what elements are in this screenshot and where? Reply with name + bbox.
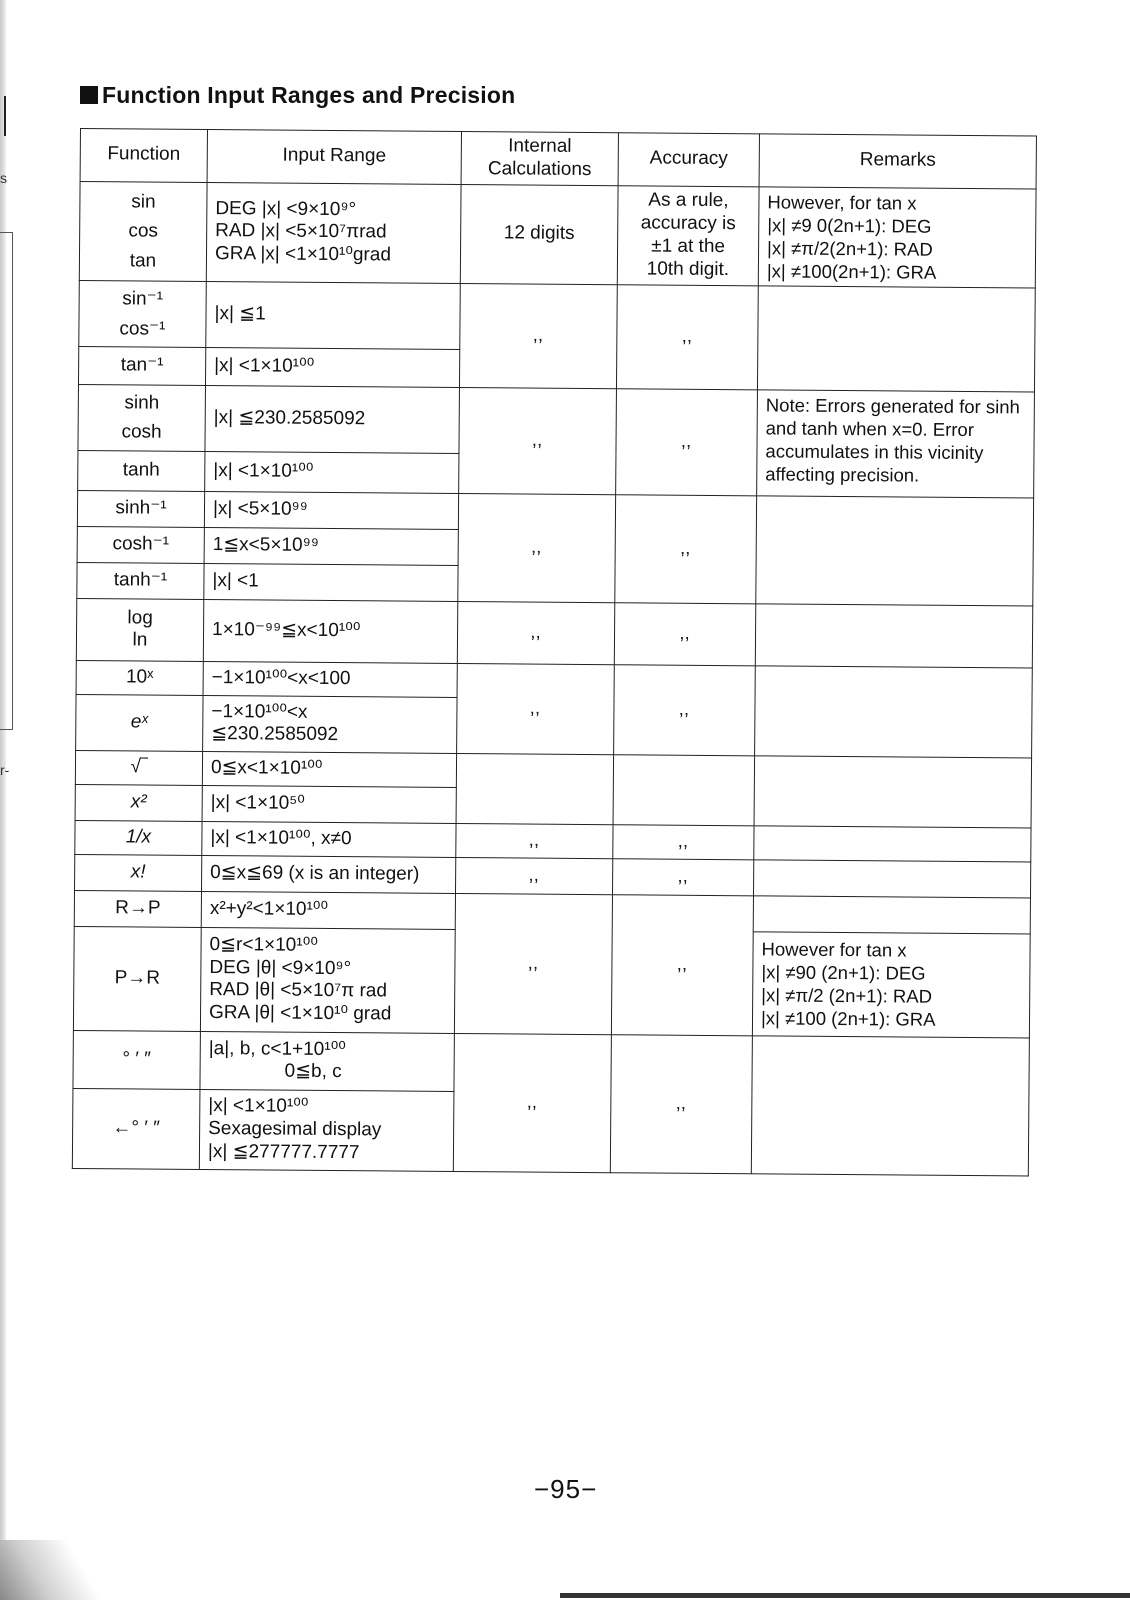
cell-range: 0≦r<1×10¹⁰⁰ DEG |θ| <9×10⁹° RAD |θ| <5×10⁷π rad GRA |θ| <1×10¹⁰ grad [200, 927, 455, 1033]
cell-function: 10ˣ [76, 660, 203, 695]
cell-accuracy: ‚‚ [616, 285, 758, 390]
cell-internal: 12 digits [460, 184, 618, 285]
cell-function: sin cos tan [79, 181, 207, 281]
function-ranges-table [72, 128, 1037, 1176]
cell-accuracy [613, 755, 755, 826]
cell-remarks [753, 896, 1030, 934]
cell-function: tan⁻¹ [78, 346, 205, 385]
cell-remarks [751, 1036, 1029, 1176]
cell-function: x² [75, 784, 202, 821]
cell-function: x! [75, 854, 202, 891]
cell-range: |x| <1×10¹⁰⁰ Sexagesimal display |x| ≦277777.7777 [199, 1089, 454, 1171]
cell-accuracy: ‚‚ [613, 825, 754, 860]
cell-range: |a|, b, c<1+10¹⁰⁰ 0≦b, c [200, 1031, 454, 1091]
cell-internal: ‚‚ [458, 493, 616, 602]
cell-function: sin⁻¹ cos⁻¹ [79, 281, 207, 348]
cell-remarks [756, 496, 1034, 606]
cell-remarks [757, 286, 1035, 392]
cell-internal: ‚‚ [453, 1033, 611, 1172]
cell-internal: ‚‚ [459, 284, 617, 389]
cell-accuracy: ‚‚ [612, 859, 753, 896]
cell-remarks [754, 756, 1032, 828]
cell-internal: ‚‚ [456, 857, 613, 894]
page-title: Function Input Ranges and Precision [80, 82, 515, 109]
cell-function: tanh⁻¹ [77, 562, 204, 599]
cell-function: ° ′ ″ [73, 1030, 200, 1089]
cell-range: −1×10¹⁰⁰<x<100 [203, 661, 457, 697]
cell-remarks [755, 666, 1033, 758]
cell-internal: ‚‚ [457, 663, 615, 754]
cell-function: 1/x [75, 820, 202, 855]
cell-internal: ‚‚ [459, 387, 617, 494]
cell-range: 1×10⁻⁹⁹≦x<10¹⁰⁰ [203, 599, 457, 663]
table-row [79, 181, 1036, 288]
cell-function: sinh⁻¹ [77, 490, 204, 527]
cell-accuracy: ‚‚ [614, 665, 756, 756]
cell-range: 1≦x<5×10⁹⁹ [204, 527, 458, 565]
cell-accuracy: ‚‚ [610, 1035, 752, 1174]
page-bottom-edge [560, 1593, 1130, 1598]
cell-range: |x| <5×10⁹⁹ [204, 491, 458, 529]
cell-range: |x| <1×10⁵⁰ [202, 785, 456, 823]
cell-accuracy: ‚‚ [615, 495, 757, 604]
header-function: Function [80, 129, 207, 183]
edge-fragment-s: s [0, 170, 7, 186]
cell-range: |x| <1×10¹⁰⁰ [205, 451, 459, 493]
cell-remarks: However, for tan x |x| ≠9 0(2n+1): DEG |x| ≠π/2(2n+1): RAD |x| ≠100(2n+1): GRA [758, 186, 1036, 288]
header-input-range: Input Range [207, 130, 461, 185]
cell-internal: ‚‚ [456, 823, 613, 858]
header-row [80, 129, 1036, 189]
table-row [79, 281, 1035, 354]
cell-range: DEG |x| <9×10⁹° RAD |x| <5×10⁷πrad GRA |x| <1×10¹⁰grad [206, 182, 461, 283]
header-internal: Internal Calculations [461, 131, 618, 185]
table-row [78, 384, 1034, 457]
header-remarks: Remarks [759, 134, 1036, 189]
cell-remarks [753, 860, 1030, 898]
cell-function: cosh⁻¹ [77, 526, 204, 563]
cell-remarks: Note: Errors generated for sinh and tanh when x=0. Error accumulates in this vicinity affecting precision. [757, 390, 1035, 498]
cell-function: log ln [76, 598, 203, 661]
cell-range: |x| <1×10¹⁰⁰ [205, 347, 459, 387]
square-bullet-icon [80, 86, 98, 104]
cell-remarks: However for tan x |x| ≠90 (2n+1): DEG |x| ≠π/2 (2n+1): RAD |x| ≠100 (2n+1): GRA [752, 932, 1030, 1038]
cell-remarks [755, 604, 1032, 668]
cell-internal: ‚‚ [457, 601, 614, 664]
cell-function: P→R [73, 926, 201, 1031]
cell-function: ←° ′ ″ [72, 1088, 200, 1169]
cell-range: |x| ≦230.2585092 [205, 385, 460, 453]
table-row [73, 1030, 1029, 1096]
cell-range: −1×10¹⁰⁰<x ≦230.2585092 [203, 695, 457, 753]
cell-remarks [754, 826, 1031, 862]
cell-range: x²+y²<1×10¹⁰⁰ [201, 891, 455, 929]
cell-accuracy: ‚‚ [616, 389, 758, 496]
cell-range: 0≦x<1×10¹⁰⁰ [202, 751, 456, 787]
cell-range: |x| ≦1 [206, 282, 461, 350]
cell-function: √‾ [75, 750, 202, 785]
edge-mark [4, 96, 6, 136]
cell-range: 0≦x≦69 (x is an integer) [202, 855, 456, 893]
table-row [76, 598, 1032, 668]
cell-function: eˣ [76, 694, 203, 751]
cell-function: sinh cosh [78, 384, 206, 451]
cell-function: tanh [78, 450, 205, 491]
edge-bracket [0, 232, 13, 730]
cell-function: R→P [74, 890, 201, 927]
page-corner-shadow [0, 1540, 110, 1600]
page-number: −95− [534, 1474, 598, 1504]
cell-accuracy: ‚‚ [611, 895, 753, 1036]
cell-internal [456, 753, 614, 824]
edge-fragment-r: r- [0, 762, 10, 778]
cell-accuracy: ‚‚ [614, 603, 755, 666]
header-accuracy: Accuracy [618, 133, 759, 187]
cell-accuracy: As a rule, accuracy is ±1 at the 10th digit. [617, 185, 759, 286]
cell-range: |x| <1×10¹⁰⁰, x≠0 [202, 821, 456, 857]
cell-range: |x| <1 [204, 563, 458, 601]
cell-internal: ‚‚ [454, 893, 612, 1034]
